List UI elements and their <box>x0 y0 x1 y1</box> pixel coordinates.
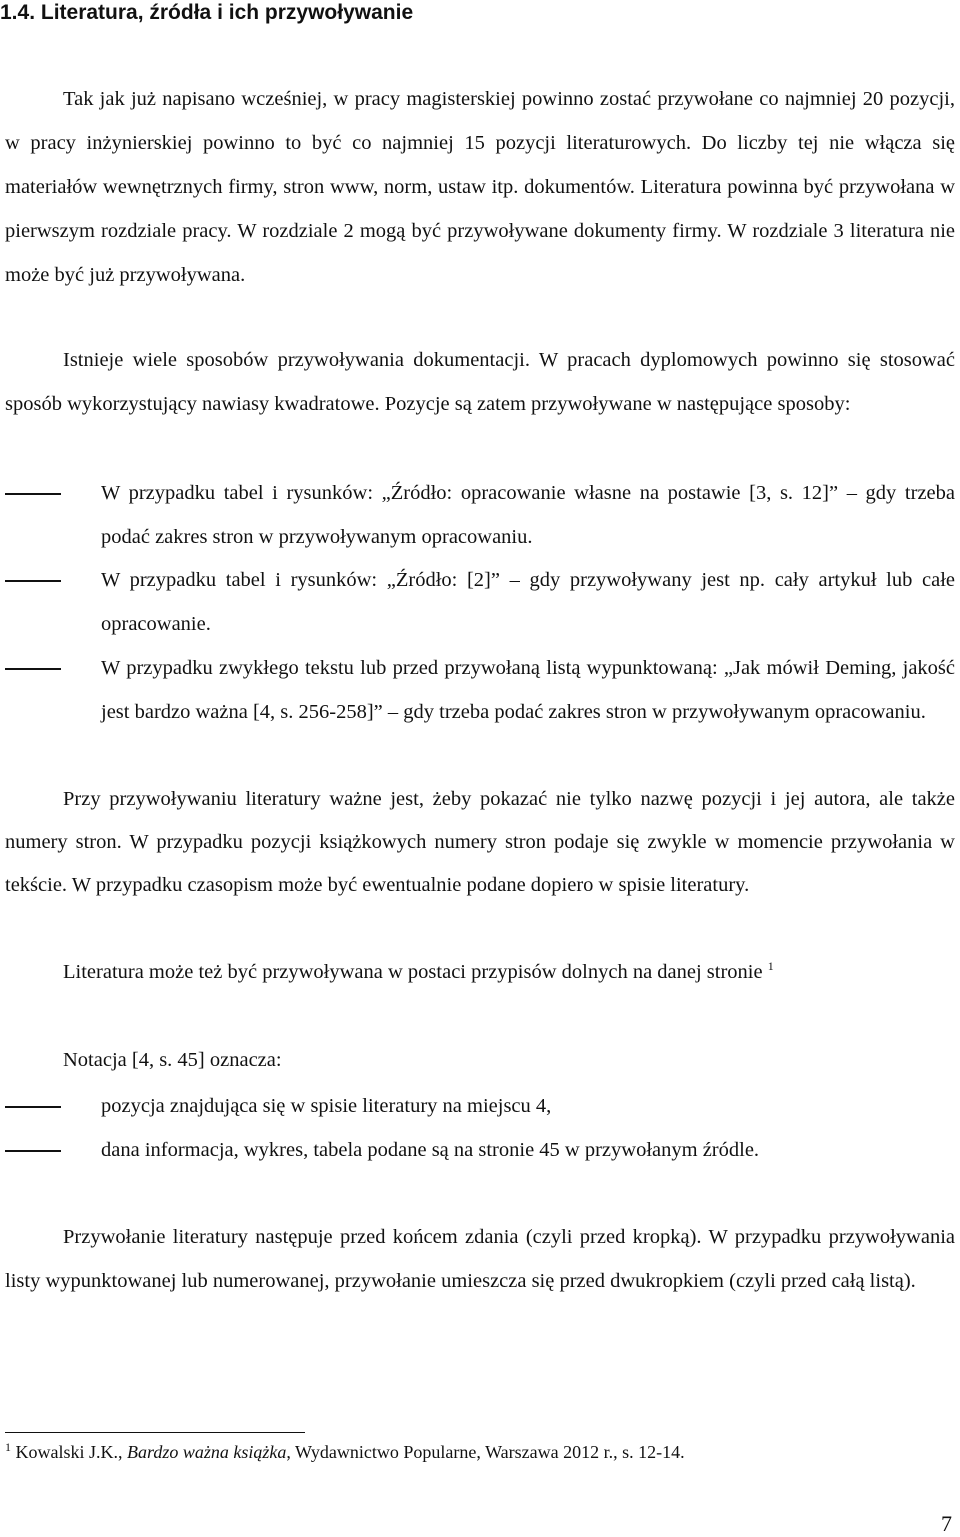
dash-bullet-icon <box>5 1150 61 1152</box>
footnote-reference[interactable]: 1 <box>767 959 774 974</box>
footnote-separator <box>5 1432 305 1433</box>
paragraph-citation-methods: Istnieje wiele sposobów przywoływania dokumentacji. W pracach dyplomowych powinno się stosować sposób wykorzystujący nawiasy kwadratowe. Pozycje są zatem przywoływane w następujące sposoby: <box>5 349 955 415</box>
dash-bullet-icon <box>5 1106 61 1108</box>
dash-bullet-icon <box>5 493 61 495</box>
dash-bullet-icon <box>5 668 61 670</box>
footnote-mark: 1 <box>5 1440 11 1454</box>
page-number: 7 <box>941 1511 952 1536</box>
paragraph-page-numbers: Przy przywoływaniu literatury ważne jest, żeby pokazać nie tylko nazwę pozycji i jej autora, ale także numery stron. W przypadku pozycji książkowych numery stron podaje się zwykle w momencie przywołania w tekście. W przypadku czasopism może być ewentualnie podane dopiero w spisie literatury. <box>5 788 955 896</box>
paragraph-notation: Notacja [4, s. 45] oznacza: <box>63 1049 282 1071</box>
footnote: $^1$ Kowalski J.K., Bardzo ważna książka, Wydawnictwo Popularne, Warszawa 2012 r., s. 12-14. <box>5 1440 685 1462</box>
paragraph-citation-placement: Przywołanie literatury następuje przed końcem zdania (czyli przed kropką). W przypadku przywoływania listy wypunktowanej lub numerowanej, przywołanie umieszcza się przed dwukropkiem (czyli przed całą listą). <box>5 1226 955 1292</box>
paragraph-footnotes: Literatura może też być przywoływana w postaci przypisów dolnych na danej stronie $^1$ <box>63 959 774 983</box>
dash-bullet-icon <box>5 580 61 582</box>
footnote-book-title: Bardzo ważna książka <box>127 1442 287 1462</box>
paragraph-requirements: Tak jak już napisano wcześniej, w pracy magisterskiej powinno zostać przywołane co najmniej 20 pozycji, w pracy inżynierskiej powinno to być co najmniej 15 pozycji literaturowych. Do liczby tej nie włącza się materiałów wewnętrznych firmy, stron www, norm, ustaw itp. dokumentów. Literatura powinna być przywołana w pierwszym rozdziale pracy. W rozdziale 2 mogą być przywoływane dokumenty firmy. W rozdziale 3 literatura nie może być już przywoływana. <box>5 88 955 286</box>
section-heading: 1.4. Literatura, źródła i ich przywoływanie <box>0 1 414 24</box>
